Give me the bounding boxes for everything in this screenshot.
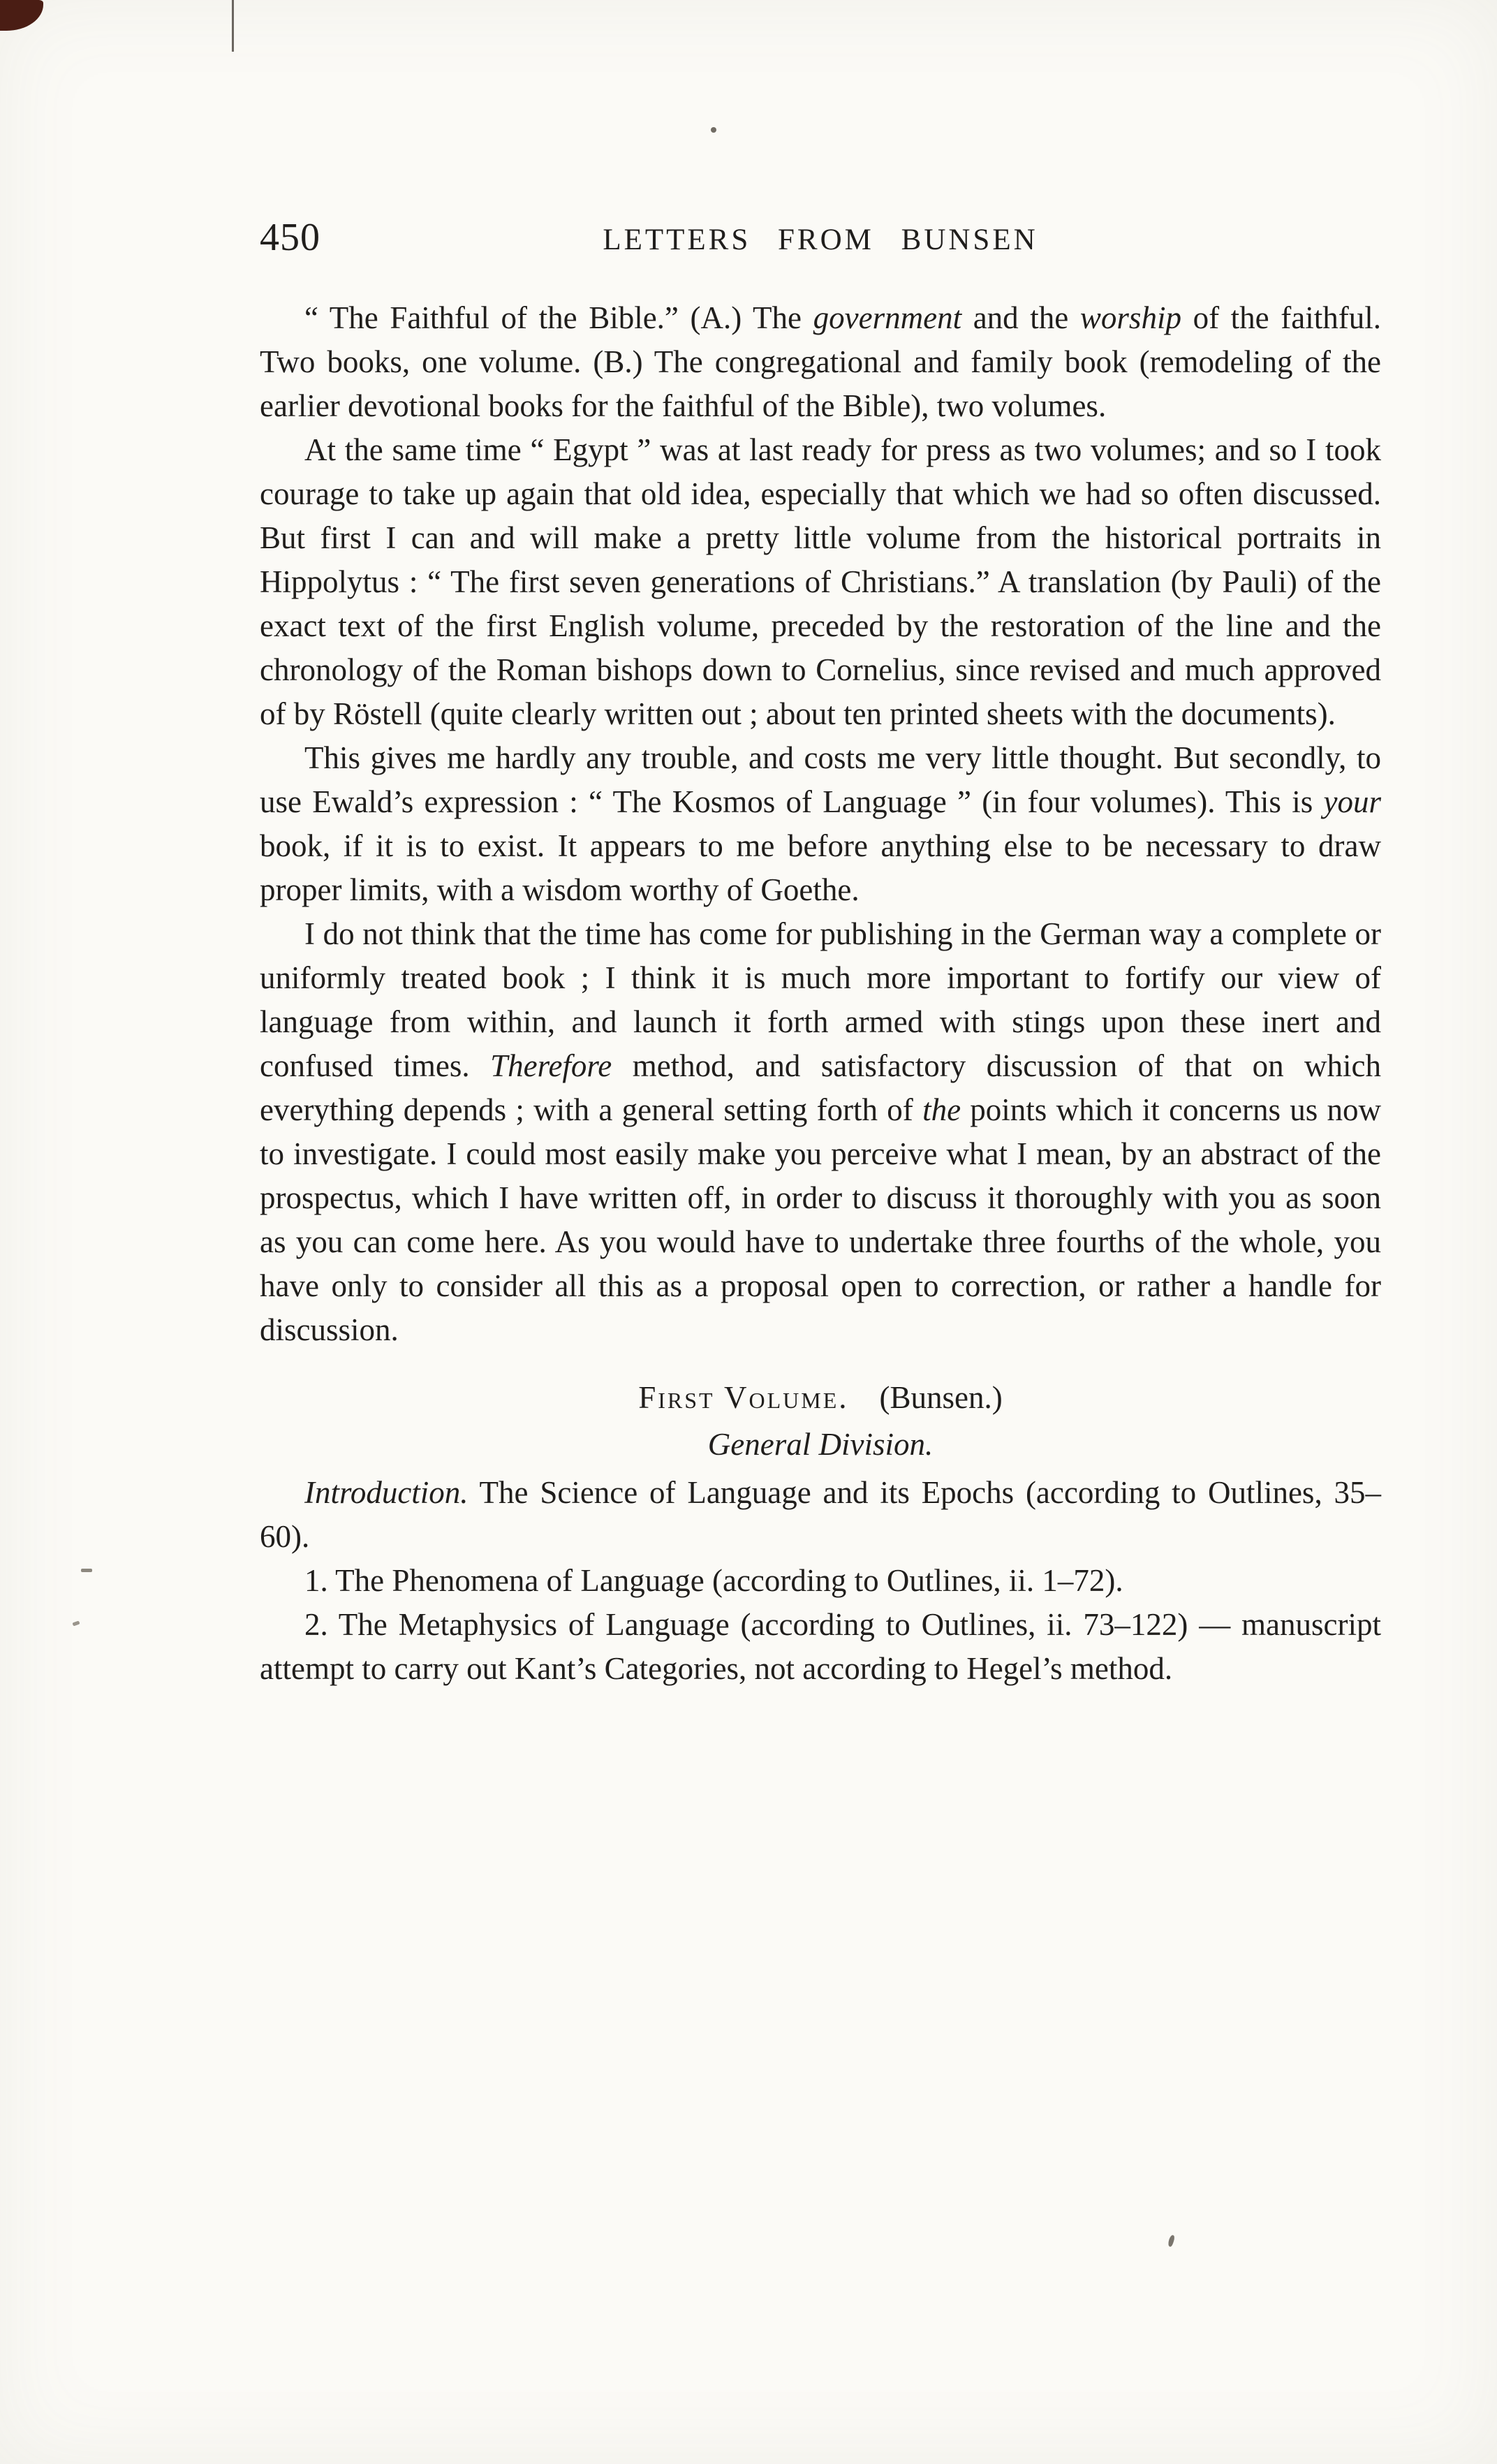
- scan-margin-mark: [72, 1620, 80, 1626]
- paragraph-item-1: 1. The Phenomena of Language (according to Outlines, ii. 1–72).: [304, 1563, 1123, 1598]
- paragraph-publishing-german-way: I do not think that the time has come for publishing in the German way a complete or uniformly treated book ; I think it is much more important to fortify our view of language from within, and launch it forth armed with stings upon these inert and confused times. Therefore method, and satisfactory discussion of that on which everything depends ; with a general setting forth of the points which it concerns us now to investigate. I could most easily make you perceive what I mean, by an abstract of the prospectus, which I have written off, in order to discuss it thoroughly with you as soon as you can come here. As you would have to undertake three fourths of the whole, you have only to consider all this as a proposal open to correction, or rather a handle for discussion.: [260, 916, 1382, 1347]
- scan-corner-blot: [0, 0, 43, 31]
- page-number: 450: [260, 216, 320, 259]
- running-title: LETTERS FROM BUNSEN: [603, 223, 1038, 256]
- scan-margin-mark: [81, 1569, 92, 1572]
- paragraph-introduction: Introduction. The Science of Language and its Epochs (according to Outlines, 35–60).: [260, 1475, 1381, 1554]
- scan-bottom-mark: [1167, 2234, 1176, 2247]
- paragraph-egypt-ready-for-press: At the same time “ Egypt ” was at last ready for press as two volumes; and so I took courage to take up again that old idea, especially that which we had so often discussed. But first I can and will make a pretty little volume from the historical portraits in Hippolytus : “ The first seven generations of Christians.” A translation (by Pauli) of the exact text of the first English volume, preceded by the restoration of the line and the chronology of the Roman bishops down to Cornelius, since revised and much approved of by Röstell (quite clearly written out ; about ten printed sheets with the documents).: [260, 432, 1381, 731]
- page-header: [260, 207, 1381, 257]
- paragraph-faithful-of-the-bible: “ The Faithful of the Bible.” (A.) The government and the worship of the faithful. Two books, one volume. (B.) The congregational and family book (remodeling of the earlier devotional books for the faithful of the Bible), two volumes.: [260, 300, 1381, 423]
- text-block: [260, 296, 1381, 1691]
- scan-speck-dot: [711, 127, 716, 133]
- volume-title: First Volume.: [638, 1380, 849, 1415]
- paragraph-item-2: 2. The Metaphysics of Language (according to Outlines, ii. 73–122) — manuscript attempt to carry out Kant’s Categories, not according to Hegel’s method.: [260, 1607, 1381, 1686]
- volume-attribution: (Bunsen.): [879, 1380, 1003, 1415]
- scan-top-line: [232, 0, 234, 52]
- paragraph-kosmos-of-language: This gives me hardly any trouble, and costs me very little thought. But secondly, to use Ewald’s expression : “ The Kosmos of Language ” (in four volumes). This is your book, if it is to exist. It appears to me before anything else to be necessary to draw proper limits, with a wisdom worthy of Goethe.: [260, 740, 1381, 907]
- division-heading: General Division.: [707, 1427, 934, 1462]
- section-heading: [260, 1376, 1381, 1420]
